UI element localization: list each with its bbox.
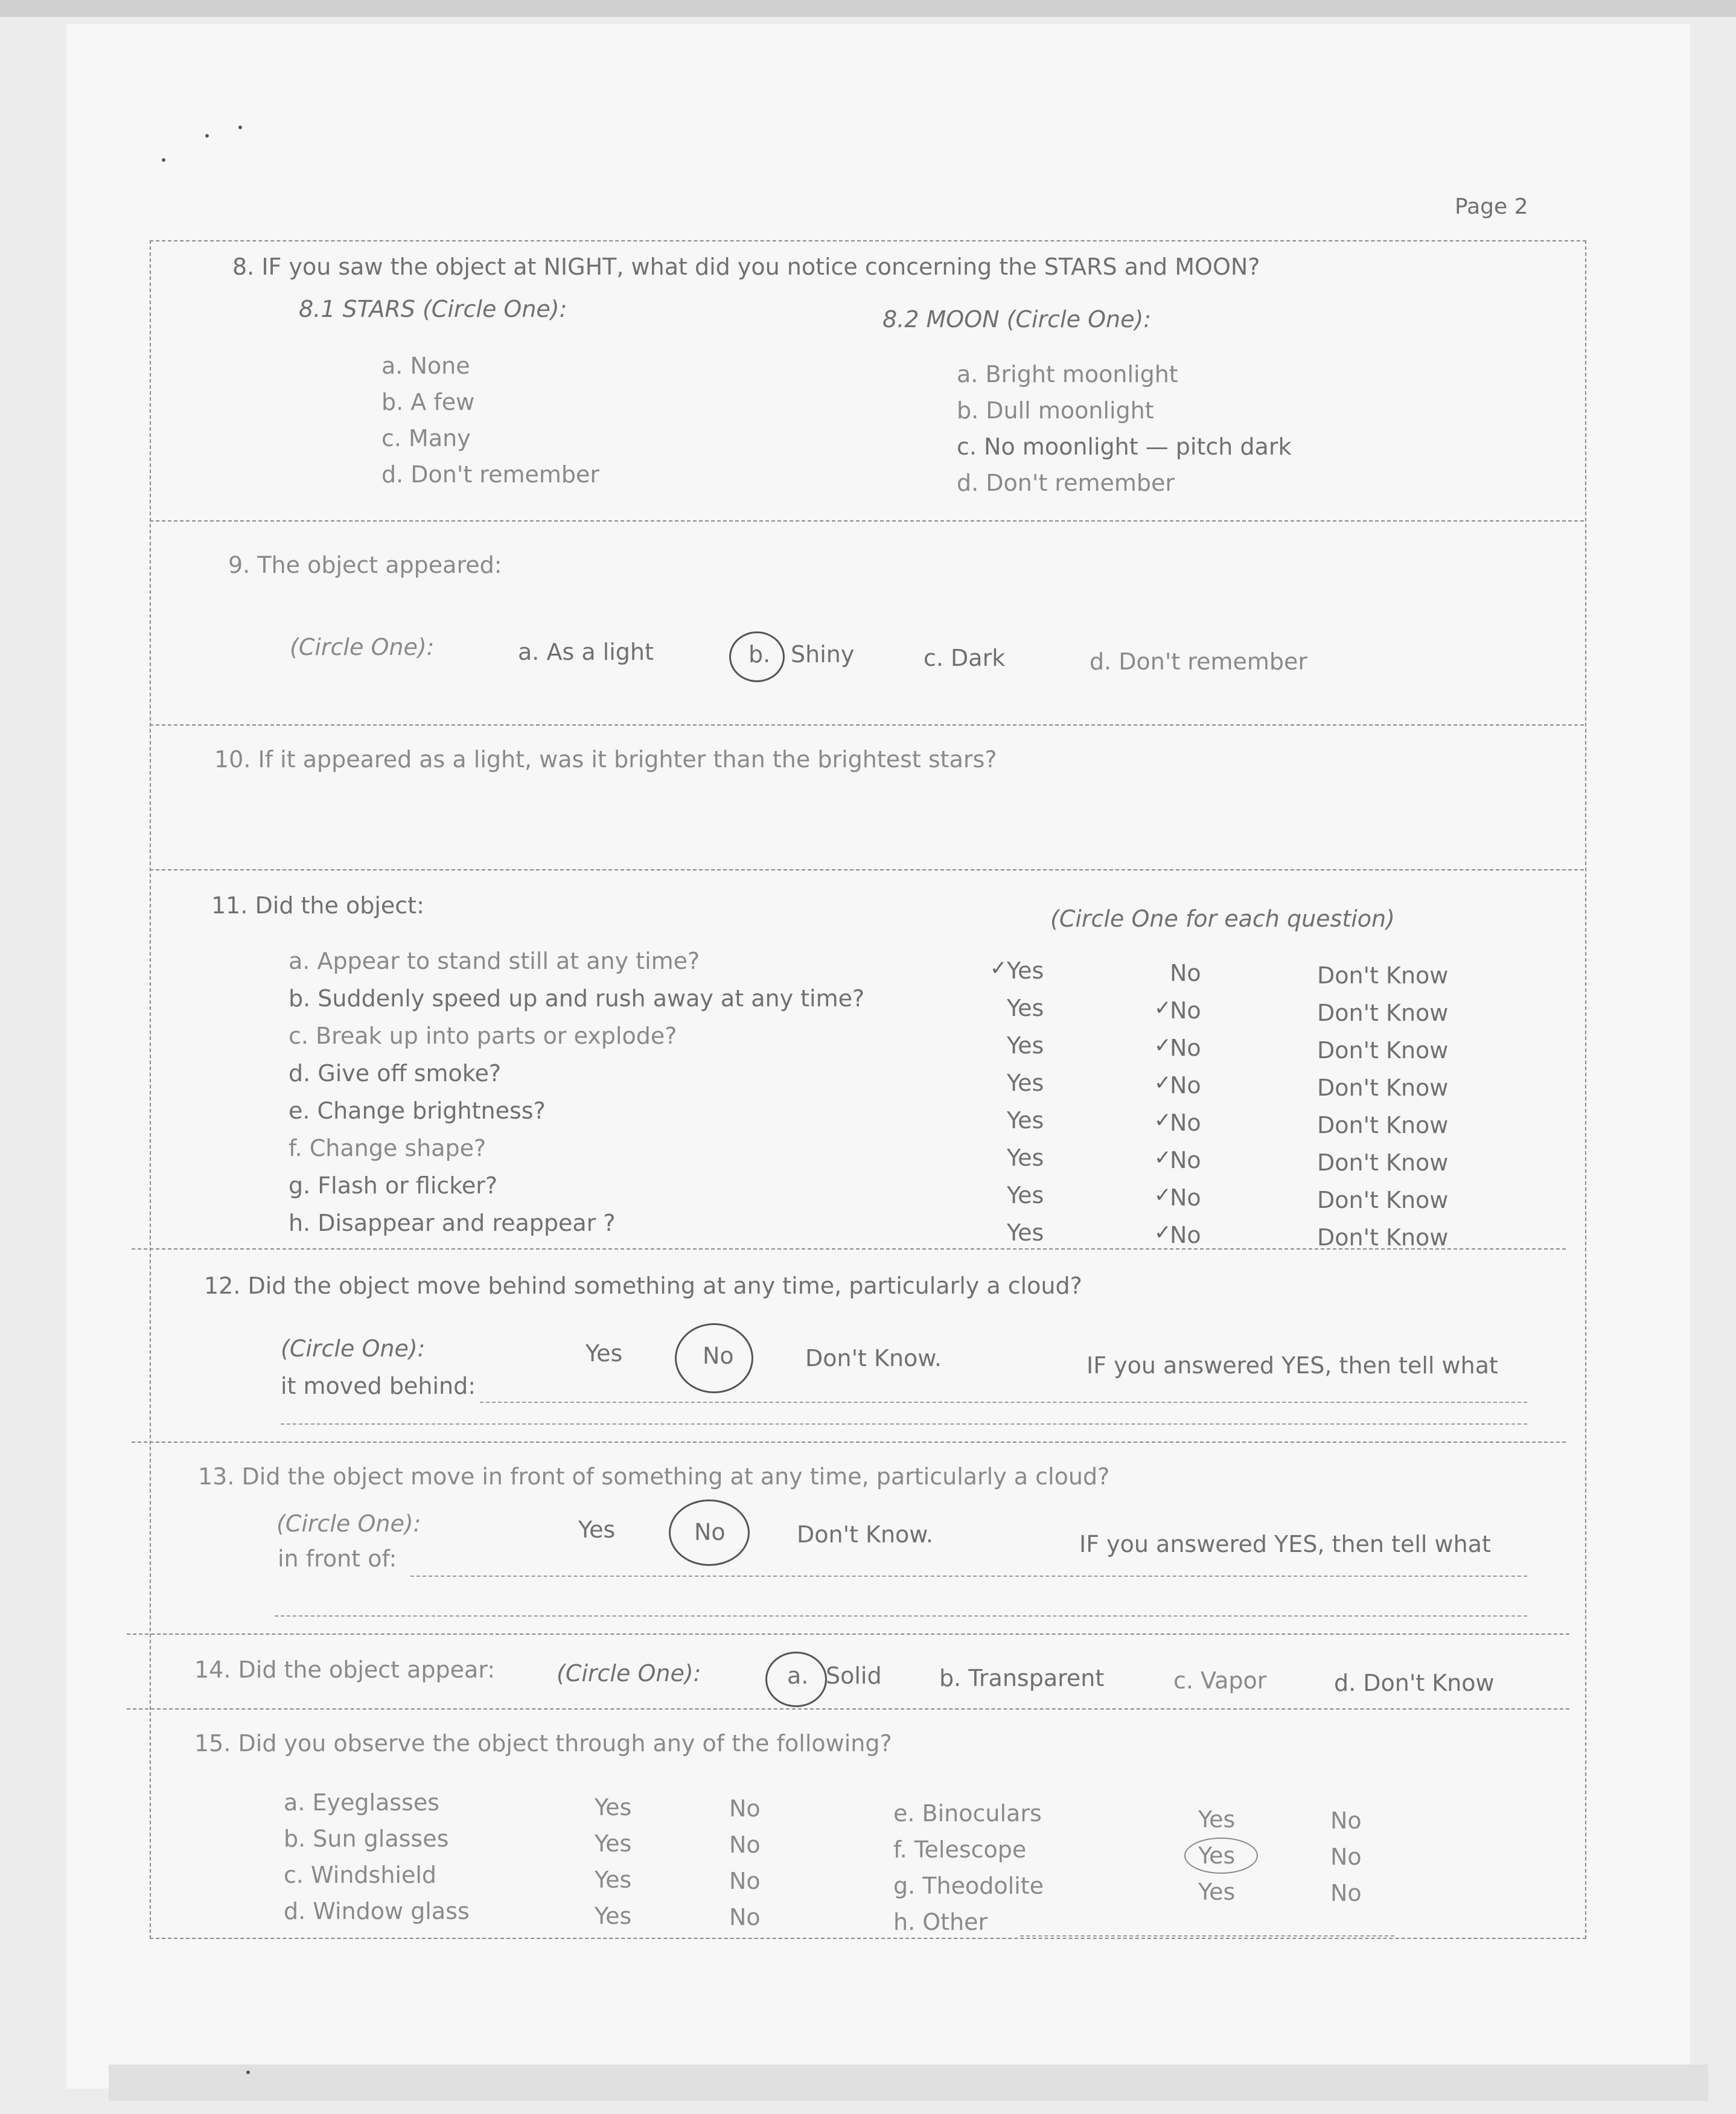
- q9-circle-label: (Circle One):: [290, 634, 435, 660]
- q11-dont-know[interactable]: Don't Know: [1317, 1112, 1449, 1138]
- q9-option-b-text[interactable]: Shiny: [791, 641, 855, 668]
- q11-dont-know[interactable]: Don't Know: [1317, 1224, 1449, 1251]
- q15-other-label: h. Other: [893, 1909, 988, 1935]
- q11-instruction: (Circle One for each question): [1050, 905, 1395, 932]
- q14-option-c[interactable]: c. Vapor: [1173, 1667, 1267, 1694]
- q13-answer-line[interactable]: [410, 1576, 1527, 1577]
- q11-yes[interactable]: Yes: [1007, 1032, 1044, 1059]
- q12-no[interactable]: No: [703, 1343, 734, 1369]
- stray-mark: [238, 126, 242, 129]
- q15-item-label: e. Binoculars: [893, 1800, 1042, 1827]
- q15-item-label: f. Telescope: [893, 1836, 1027, 1863]
- q11-no[interactable]: No: [1170, 1110, 1201, 1136]
- q8-moon-option[interactable]: b. Dull moonlight: [957, 397, 1154, 424]
- q11-no[interactable]: No: [1170, 997, 1201, 1024]
- q12-followup-label: it moved behind:: [281, 1373, 476, 1399]
- page-number: Page 2: [1455, 194, 1528, 219]
- section-divider: [150, 520, 1584, 522]
- section-divider: [127, 1708, 1569, 1710]
- q9-option-c[interactable]: c. Dark: [924, 645, 1006, 671]
- q9-option-b[interactable]: b.: [748, 641, 771, 668]
- q14-question: 14. Did the object appear:: [194, 1656, 496, 1683]
- q9-option-a[interactable]: a. As a light: [518, 639, 654, 665]
- q12-circle-label: (Circle One):: [281, 1335, 426, 1362]
- q8-moon-option[interactable]: d. Don't remember: [957, 470, 1175, 496]
- stray-mark: [162, 158, 165, 162]
- q8-stars-option[interactable]: a. None: [381, 353, 470, 379]
- q11-no[interactable]: No: [1170, 960, 1201, 986]
- q13-question: 13. Did the object move in front of something at any time, particularly a cloud?: [198, 1463, 1110, 1490]
- scan-top-edge: [0, 0, 1736, 17]
- q15-yes[interactable]: Yes: [1198, 1842, 1236, 1869]
- q12-yes[interactable]: Yes: [586, 1340, 623, 1367]
- q8-question: 8. IF you saw the object at NIGHT, what did you notice concerning the STARS and MOON?: [232, 254, 1260, 280]
- q9-question: 9. The object appeared:: [228, 552, 502, 578]
- q15-yes[interactable]: Yes: [595, 1867, 632, 1893]
- q13-followup-label: in front of:: [278, 1545, 397, 1572]
- q8-moon-option[interactable]: a. Bright moonlight: [957, 361, 1178, 388]
- q11-yes[interactable]: Yes: [1007, 1219, 1044, 1246]
- q11-dont-know[interactable]: Don't Know: [1317, 962, 1449, 989]
- q15-item-label: d. Window glass: [284, 1898, 470, 1924]
- q11-yes[interactable]: Yes: [1007, 1182, 1044, 1209]
- q15-item-label: b. Sun glasses: [284, 1825, 449, 1852]
- q9-answer-circle: [729, 631, 785, 682]
- q14-option-a[interactable]: a.: [787, 1662, 809, 1689]
- q11-item-label: h. Disappear and reappear ?: [289, 1210, 616, 1236]
- check-mark-icon: ✓: [1154, 1108, 1172, 1132]
- q13-followup: IF you answered YES, then tell what: [1079, 1531, 1491, 1557]
- q11-no[interactable]: No: [1170, 1147, 1201, 1174]
- q14-option-a-text[interactable]: Solid: [826, 1662, 882, 1689]
- q15-no[interactable]: No: [1330, 1807, 1362, 1834]
- q15-no[interactable]: No: [729, 1831, 761, 1858]
- q11-item-label: e. Change brightness?: [289, 1097, 546, 1124]
- q11-yes[interactable]: Yes: [1007, 995, 1044, 1021]
- q12-followup: IF you answered YES, then tell what: [1087, 1352, 1498, 1379]
- q11-dont-know[interactable]: Don't Know: [1317, 1075, 1449, 1101]
- q11-no[interactable]: No: [1170, 1072, 1201, 1099]
- q15-no[interactable]: No: [729, 1904, 761, 1930]
- q11-dont-know[interactable]: Don't Know: [1317, 1037, 1449, 1064]
- q8-stars-option[interactable]: b. A few: [381, 389, 475, 415]
- q11-yes[interactable]: Yes: [1007, 957, 1044, 984]
- q11-item-label: d. Give off smoke?: [289, 1060, 502, 1087]
- q15-no[interactable]: No: [729, 1868, 761, 1894]
- q15-yes[interactable]: Yes: [595, 1830, 632, 1857]
- check-mark-icon: ✓: [1154, 1071, 1172, 1095]
- q14-answer-circle: [765, 1652, 827, 1707]
- q15-yes[interactable]: Yes: [595, 1794, 632, 1821]
- q11-yes[interactable]: Yes: [1007, 1107, 1044, 1134]
- q8-stars-option[interactable]: d. Don't remember: [381, 461, 599, 488]
- q15-no[interactable]: No: [1330, 1844, 1362, 1870]
- q11-item-label: c. Break up into parts or explode?: [289, 1023, 677, 1049]
- q12-answer-circle: [675, 1323, 753, 1393]
- q13-answer-line[interactable]: [275, 1615, 1527, 1617]
- q12-answer-line[interactable]: [480, 1402, 1527, 1403]
- q11-no[interactable]: No: [1170, 1222, 1201, 1248]
- q15-item-label: c. Windshield: [284, 1862, 437, 1888]
- q8-moon-option[interactable]: c. No moonlight — pitch dark: [957, 433, 1292, 460]
- q13-dont-know[interactable]: Don't Know.: [797, 1521, 933, 1548]
- check-mark-icon: ✓: [1154, 996, 1172, 1020]
- stray-mark: [205, 134, 209, 138]
- q11-yes[interactable]: Yes: [1007, 1070, 1044, 1096]
- q9-option-d[interactable]: d. Don't remember: [1090, 648, 1307, 675]
- check-mark-icon: ✓: [1154, 1146, 1172, 1170]
- q11-question: 11. Did the object:: [211, 892, 424, 919]
- q11-dont-know[interactable]: Don't Know: [1317, 1000, 1449, 1026]
- q15-other-line[interactable]: [1020, 1935, 1394, 1937]
- q13-answer-circle: [669, 1499, 750, 1566]
- q8-moon-heading: 8.2 MOON (Circle One):: [882, 306, 1152, 333]
- q12-dont-know[interactable]: Don't Know.: [805, 1345, 942, 1372]
- q15-yes[interactable]: Yes: [595, 1903, 632, 1929]
- section-divider: [150, 869, 1584, 870]
- q11-no[interactable]: No: [1170, 1035, 1201, 1061]
- check-mark-icon: ✓: [990, 956, 1007, 980]
- q15-question: 15. Did you observe the object through any of the following?: [194, 1730, 892, 1757]
- q14-circle-label: (Circle One):: [557, 1660, 701, 1687]
- section-divider: [150, 724, 1584, 726]
- q11-item-label: f. Change shape?: [289, 1135, 487, 1161]
- q15-yes[interactable]: Yes: [1198, 1806, 1236, 1833]
- check-mark-icon: ✓: [1154, 1183, 1172, 1207]
- section-divider: [127, 1633, 1569, 1635]
- q11-no[interactable]: No: [1170, 1184, 1201, 1211]
- q11-yes[interactable]: Yes: [1007, 1145, 1044, 1171]
- q15-yes[interactable]: Yes: [1198, 1879, 1236, 1905]
- q10-question: 10. If it appeared as a light, was it brighter than the brightest stars?: [214, 746, 997, 773]
- q15-item-label: g. Theodolite: [893, 1873, 1044, 1899]
- q11-dont-know[interactable]: Don't Know: [1317, 1187, 1449, 1213]
- q12-answer-line[interactable]: [281, 1423, 1527, 1425]
- q8-stars-heading: 8.1 STARS (Circle One):: [299, 296, 567, 322]
- q11-dont-know[interactable]: Don't Know: [1317, 1149, 1449, 1176]
- q11-item-label: g. Flash or flicker?: [289, 1172, 498, 1199]
- q13-circle-label: (Circle One):: [276, 1510, 421, 1537]
- q11-item-label: a. Appear to stand still at any time?: [289, 948, 700, 974]
- q11-item-label: b. Suddenly speed up and rush away at any time?: [289, 985, 865, 1012]
- section-divider: [132, 1442, 1566, 1443]
- check-mark-icon: ✓: [1154, 1221, 1172, 1245]
- q15-no[interactable]: No: [729, 1795, 761, 1822]
- check-mark-icon: ✓: [1154, 1033, 1172, 1058]
- q15-no[interactable]: No: [1330, 1880, 1362, 1906]
- q15-answer-circle: [1184, 1838, 1258, 1874]
- q12-question: 12. Did the object move behind something at any time, particularly a cloud?: [204, 1273, 1082, 1299]
- q14-option-b[interactable]: b. Transparent: [939, 1665, 1105, 1691]
- stray-mark: [246, 2071, 250, 2074]
- q14-option-d[interactable]: d. Don't Know: [1334, 1670, 1495, 1696]
- q8-stars-option[interactable]: c. Many: [381, 425, 471, 452]
- q13-no[interactable]: No: [694, 1519, 726, 1545]
- q13-yes[interactable]: Yes: [578, 1516, 616, 1543]
- scan-bottom-edge: [109, 2065, 1708, 2101]
- q15-item-label: a. Eyeglasses: [284, 1789, 440, 1816]
